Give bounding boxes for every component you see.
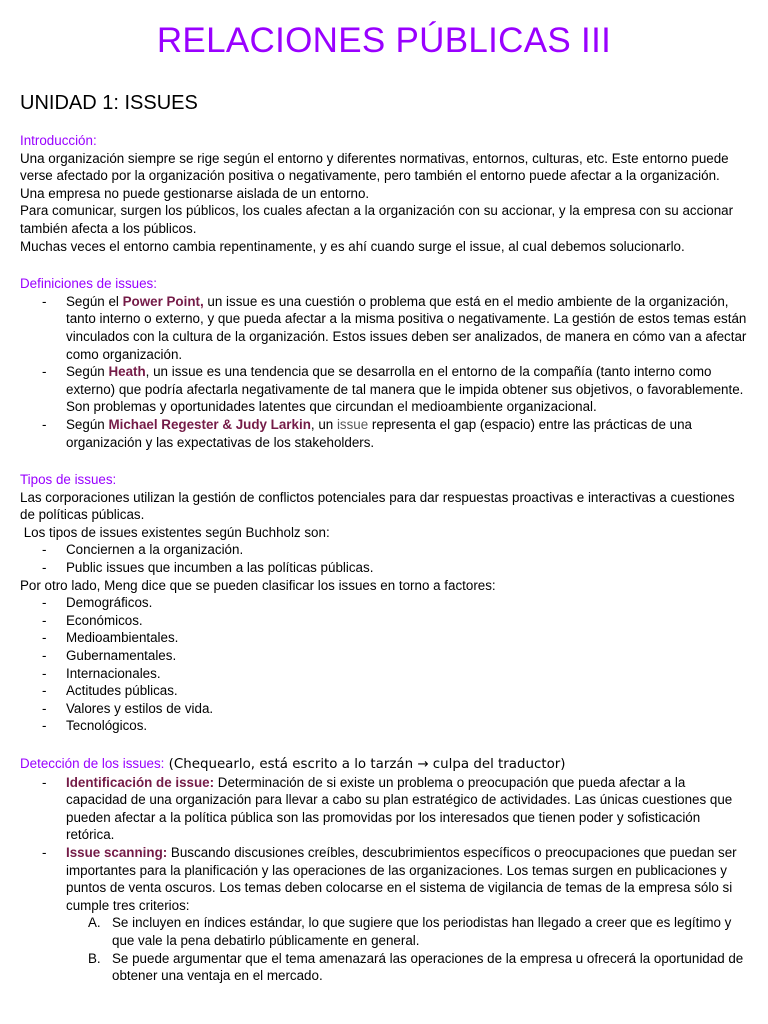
definition-item bbox=[20, 293, 748, 363]
list-item bbox=[20, 665, 748, 683]
issue-word: issue bbox=[336, 416, 369, 432]
intro-heading: Introducción: bbox=[20, 133, 97, 148]
list-item-text: Internacionales. bbox=[66, 665, 161, 681]
deteccion-item bbox=[20, 844, 748, 985]
author-name: Power Point, bbox=[122, 293, 204, 309]
list-item bbox=[20, 647, 748, 665]
author-name: Heath bbox=[108, 364, 146, 380]
list-item-text: Tecnológicos. bbox=[66, 718, 148, 734]
list-dash: - bbox=[42, 844, 47, 860]
definiciones-list bbox=[20, 293, 748, 451]
list-item-text: Gubernamentales. bbox=[66, 648, 177, 664]
intro-paragraph-2: Para comunicar, surgen los públicos, los cuales afectan a la organización con su accionar, y la empresa con su accionar también afecta a los públicos. bbox=[20, 203, 734, 236]
definition-connector: , un bbox=[310, 416, 337, 432]
tipos-paragraph-1: Las corporaciones utilizan la gestión de conflictos potenciales para dar respuestas proactivas e interactivas a cuestiones de políticas públicas. bbox=[20, 489, 735, 523]
definition-text: , un issue es una tendencia que se desarrolla en el entorno de la compañía (tanto interno como externo) que podría afectarla negativamente de tal manera que le impida obtener sus objetivos, o favorablemente. Son problemas y oportunidades latentes que circundan el medioambiente organizacional. bbox=[66, 364, 744, 415]
list-dash: - bbox=[42, 683, 47, 699]
list-item bbox=[20, 594, 748, 612]
deteccion-item bbox=[20, 774, 748, 844]
definition-intro: Según bbox=[66, 416, 109, 432]
tipos-heading: Tipos de issues: bbox=[20, 472, 117, 488]
list-item bbox=[20, 541, 748, 559]
list-dash: - bbox=[42, 560, 47, 576]
deteccion-heading: Detección de los issues: bbox=[20, 756, 165, 771]
criterio-item bbox=[20, 914, 748, 949]
definiciones-heading: Definiciones de issues: bbox=[20, 276, 157, 292]
list-dash: - bbox=[42, 718, 47, 734]
list-item-text: Valores y estilos de vida. bbox=[66, 700, 214, 716]
list-item bbox=[20, 682, 748, 700]
criterio-text: Se puede argumentar que el tema amenazará las operaciones de la empresa u ofrecerá la oportunidad de obtener una ventaja en el mercado. bbox=[112, 950, 744, 984]
list-dash: - bbox=[42, 542, 47, 558]
author-name: Michael Regester & Judy Larkin bbox=[108, 416, 311, 432]
list-dash: - bbox=[42, 648, 47, 664]
list-dash: - bbox=[42, 612, 47, 628]
list-dash: - bbox=[42, 700, 47, 716]
list-item-text: Public issues que incumben a las políticas públicas. bbox=[66, 560, 374, 576]
definition-item bbox=[20, 416, 748, 451]
list-letter: A. bbox=[88, 915, 101, 931]
definition-item bbox=[20, 363, 748, 416]
list-item bbox=[20, 629, 748, 647]
list-item-text: Medioambientales. bbox=[66, 630, 179, 646]
term-description: Buscando discusiones creíbles, descubrimientos específicos o preocupaciones que puedan ser importantes para la planificación y las operaciones de las organizaciones. Los temas surgen en publicaciones y puntos de venta oscuros. Los temas deben colocarse en el sistema de vigilancia de temas de la empresa sólo si cumple tres criterios: bbox=[66, 844, 737, 913]
criterio-item bbox=[20, 950, 748, 985]
unit-heading: UNIDAD 1: ISSUES bbox=[20, 92, 198, 114]
list-item-text: Demográficos. bbox=[66, 595, 153, 611]
list-dash: - bbox=[42, 665, 47, 681]
list-item bbox=[20, 612, 748, 630]
list-dash: - bbox=[42, 774, 47, 790]
document-title: RELACIONES PÚBLICAS III bbox=[156, 21, 612, 60]
criterio-text: Se incluyen en índices estándar, lo que sugiere que los periodistas han llegado a creer que es legítimo y que vale la pena debatirlo públicamente en general. bbox=[112, 915, 732, 948]
list-letter: B. bbox=[88, 950, 101, 966]
definition-text: representa el gap (espacio) entre las prácticas de una organización y las expectativas de los stakeholders. bbox=[66, 416, 692, 450]
list-dash: - bbox=[42, 293, 47, 309]
intro-paragraph-3: Muchas veces el entorno cambia repentinamente, y es ahí cuando surge el issue, al cual debemos solucionarlo. bbox=[20, 238, 685, 254]
definition-intro: Según bbox=[66, 364, 109, 380]
term-description: Determinación de si existe un problema o preocupación que pueda afectar a la capacidad de una organización para llevar a cabo su plan estratégico de actividades. Las únicas cuestiones que pueden afectar a la política pública son las promovidas por los interesados que tienen poder y sofisticación retórica. bbox=[66, 774, 733, 843]
list-item bbox=[20, 717, 748, 735]
term-label: Identificación de issue: bbox=[66, 774, 215, 790]
buchholz-list bbox=[20, 541, 748, 576]
list-dash: - bbox=[42, 630, 47, 646]
deteccion-aside-note: (Chequearlo, está escrito a lo tarzán → culpa del traductor) bbox=[164, 757, 566, 772]
tipos-paragraph-3: Por otro lado, Meng dice que se pueden clasificar los issues en torno a factores: bbox=[20, 577, 496, 593]
intro-paragraph-1: Una organización siempre se rige según el entorno y diferentes normativas, entornos, culturas, etc. Este entorno puede verse afectado por la organización positiva o negativamente, pero también el entorno puede afectar a la organización. Una empresa no puede gestionarse aislada de un entorno. bbox=[20, 150, 729, 201]
list-item bbox=[20, 559, 748, 577]
list-item-text: Conciernen a la organización. bbox=[66, 542, 244, 558]
list-dash: - bbox=[42, 595, 47, 611]
list-dash: - bbox=[42, 416, 47, 432]
list-item-text: Actitudes públicas. bbox=[66, 683, 178, 699]
list-item-text: Económicos. bbox=[66, 612, 143, 628]
tipos-paragraph-2: Los tipos de issues existentes según Buchholz son: bbox=[20, 524, 330, 540]
criterios-list bbox=[20, 914, 748, 984]
meng-list bbox=[20, 594, 748, 735]
list-dash: - bbox=[42, 364, 47, 380]
definition-intro: Según el bbox=[66, 293, 123, 309]
list-item bbox=[20, 700, 748, 718]
deteccion-heading-line bbox=[20, 755, 748, 774]
term-label: Issue scanning: bbox=[66, 844, 168, 860]
definition-text: un issue es una cuestión o problema que está en el medio ambiente de la organización, tanto interno o externo, y que pueda afectar a la misma positiva o negativamente. La gestión de estos temas están vinculados con la cultura de la organización. Estos issues deben ser analizados, de manera en cómo van a afectar como organización. bbox=[66, 293, 747, 362]
deteccion-list bbox=[20, 774, 748, 985]
